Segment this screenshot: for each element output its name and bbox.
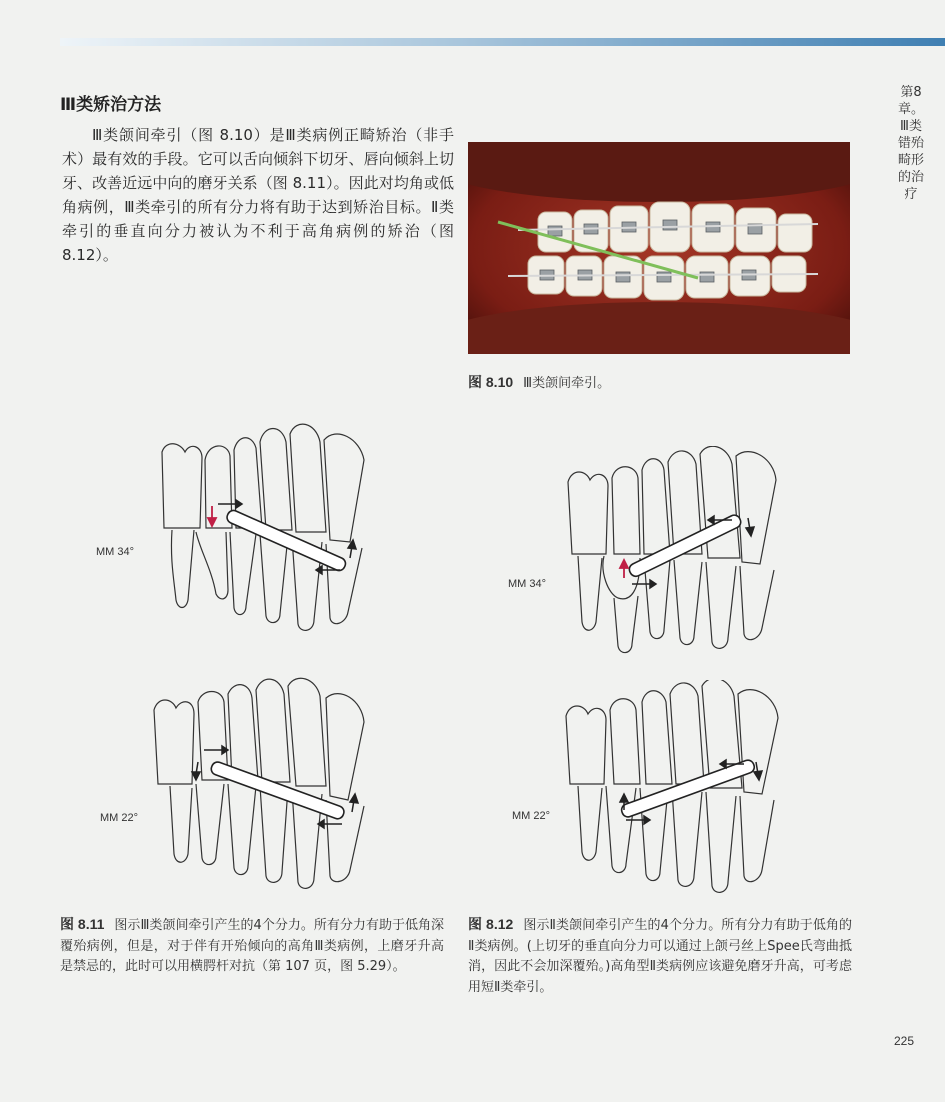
- fig-8-12-mm-bottom: MM 22°: [512, 810, 551, 822]
- fig-8-12-bottom-drawing: [560, 680, 800, 905]
- fig-8-11-bottom-drawing: [150, 676, 390, 901]
- fig-8-11-mm-top: MM 34°: [96, 546, 135, 558]
- fig-8-11-mm-bottom: MM 22°: [100, 812, 139, 824]
- top-accent-bar: [60, 38, 945, 46]
- body-paragraph: Ⅲ类颌间牵引（图 8.10）是Ⅲ类病例正畸矫治（非手术）最有效的手段。它可以舌向倾斜下切牙、唇向倾斜上切牙、改善近远中向的磨牙关系（图 8.11）。因此对均角或低角病例，Ⅲ类牵引的所有分力将有助于达到矫治目标。Ⅱ类牵引的垂直向分力被认为不利于高角病例的矫治（图 8.12）。: [62, 126, 454, 264]
- fig-8-12-label: 图 8.12: [468, 916, 514, 932]
- fig-8-10-text: Ⅲ类颌间牵引。: [523, 376, 611, 391]
- fig-8-11-caption: [60, 914, 444, 978]
- fig-8-12-caption: [468, 914, 852, 998]
- fig-8-12-text: 图示Ⅱ类颌间牵引产生的4个分力。所有分力有助于低角的Ⅱ类病例。(上切牙的垂直向分力可以通过上颌弓丝上Spee氏弯曲抵消，因此不会加深覆殆。)高角型Ⅱ类病例应该避免磨牙升高，可考虑用短Ⅱ类牵引。: [468, 918, 852, 995]
- fig-8-10-photo: [468, 142, 850, 354]
- chapter-tab: 第8章。Ⅲ类错殆畸形的治疗: [897, 85, 924, 202]
- fig-8-12-top-drawing: [560, 446, 800, 671]
- fig-8-11-text: 图示Ⅲ类颌间牵引产生的4个分力。所有分力有助于低角深覆殆病例，但是，对于伴有开殆倾向的高角Ⅲ类病例，上磨牙升高是禁忌的，此时可以用横腭杆对抗（第 107 页，图 5.29）。: [60, 918, 445, 974]
- fig-8-10-caption: [468, 372, 610, 392]
- fig-8-12-mm-top: MM 34°: [508, 578, 547, 590]
- fig-8-11-top-drawing: [150, 420, 390, 645]
- fig-8-10-label: 图 8.10: [468, 374, 514, 390]
- fig-8-11-label: 图 8.11: [60, 916, 105, 932]
- page-number: 225: [894, 1034, 915, 1048]
- section-title: Ⅲ类矫治方法: [60, 95, 162, 115]
